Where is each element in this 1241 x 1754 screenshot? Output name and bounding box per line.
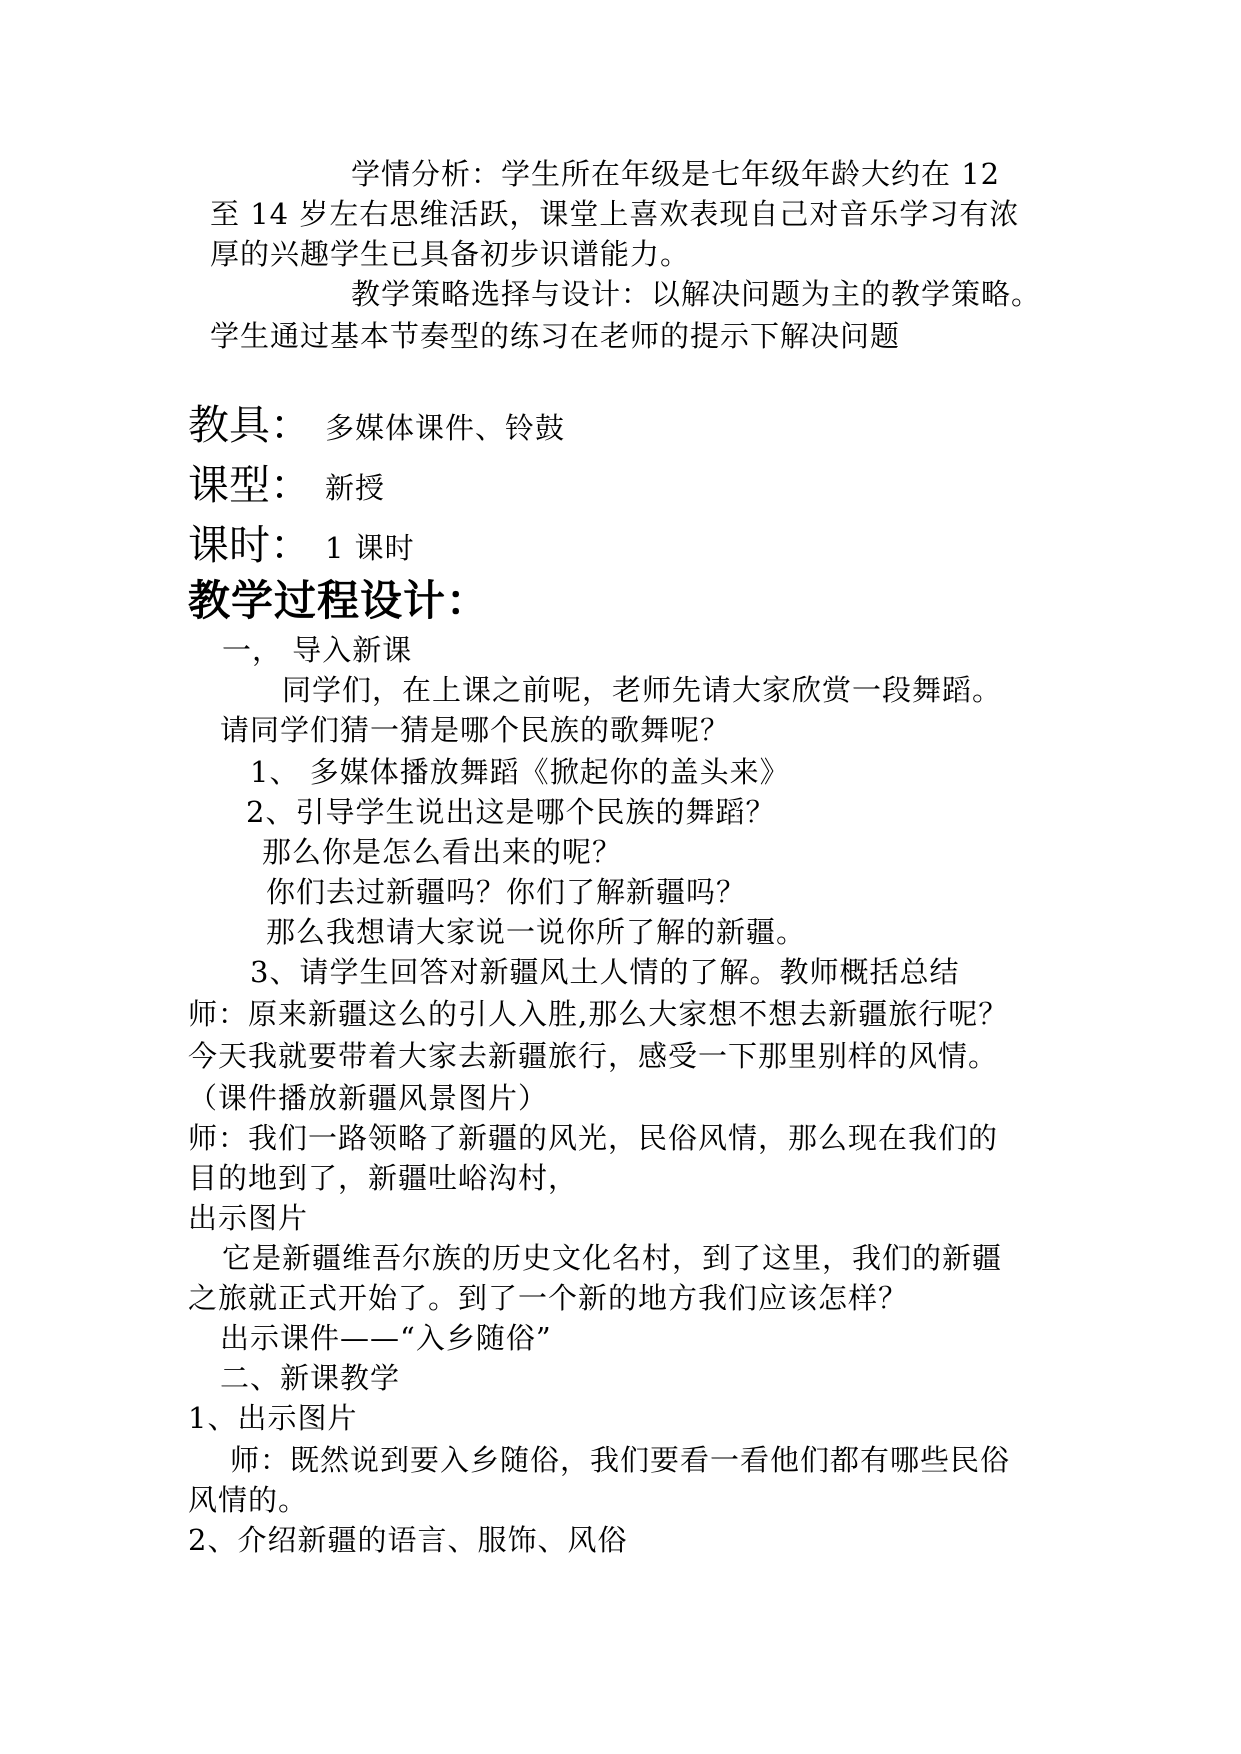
process-line: 今天我就要带着大家去新疆旅行，感受一下那里别样的风情。 <box>188 1039 999 1073</box>
strategy-line-1: 教学策略选择与设计：以解决问题为主的教学策略。 <box>351 277 1042 311</box>
process-line: 目的地到了，新疆吐峪沟村， <box>188 1161 579 1195</box>
process-line: 同学们，在上课之前呢，老师先请大家欣赏一段舞蹈。 <box>282 673 1003 707</box>
process-line: 那么我想请大家说一说你所了解的新疆。 <box>266 915 807 949</box>
lesson-hours-value: 1 课时 <box>325 531 415 565</box>
process-line: 请同学们猜一猜是哪个民族的歌舞呢？ <box>220 713 731 747</box>
student-analysis-line-1: 学情分析：学生所在年级是七年级年龄大约在 12 <box>351 157 1001 191</box>
process-line: 一， 导入新课 <box>222 633 413 667</box>
process-line: 师：我们一路领略了新疆的风光，民俗风情，那么现在我们的 <box>188 1121 999 1155</box>
student-analysis-line-2: 至 14 岁左右思维活跃，课堂上喜欢表现自己对音乐学习有浓 <box>210 197 1020 231</box>
process-line: （课件播放新疆风景图片） <box>188 1081 549 1115</box>
strategy-line-2: 学生通过基本节奏型的练习在老师的提示下解决问题 <box>210 319 901 353</box>
tools-value: 多媒体课件、铃鼓 <box>325 411 566 445</box>
process-line: 2、介绍新疆的语言、服饰、风俗 <box>188 1523 628 1557</box>
process-line: 出示课件——“入乡随俗” <box>220 1321 552 1355</box>
process-line: 你们去过新疆吗？你们了解新疆吗？ <box>266 875 747 909</box>
tools-label: 教具： <box>188 401 311 449</box>
process-line: 师：原来新疆这么的引人入胜,那么大家想不想去新疆旅行呢？ <box>188 997 1009 1031</box>
lesson-hours-label: 课时： <box>188 521 311 569</box>
process-line: 二、新课教学 <box>220 1361 401 1395</box>
lesson-type-label: 课型： <box>188 461 311 509</box>
process-line: 出示图片 <box>188 1201 309 1235</box>
process-line: 它是新疆维吾尔族的历史文化名村，到了这里，我们的新疆 <box>222 1241 1003 1275</box>
process-line: 之旅就正式开始了。到了一个新的地方我们应该怎样？ <box>188 1281 909 1315</box>
process-line: 1、 多媒体播放舞蹈《掀起你的盖头来》 <box>250 755 790 789</box>
process-line: 风情的。 <box>188 1483 309 1517</box>
process-line: 那么你是怎么看出来的呢？ <box>262 835 623 869</box>
process-line: 1、出示图片 <box>188 1401 358 1435</box>
lesson-type-value: 新授 <box>325 471 386 505</box>
process-line: 师：既然说到要入乡随俗，我们要看一看他们都有哪些民俗 <box>230 1443 1011 1477</box>
process-line: 3、请学生回答对新疆风土人情的了解。教师概括总结 <box>250 955 960 989</box>
process-heading: 教学过程设计： <box>188 576 490 625</box>
process-line: 2、引导学生说出这是哪个民族的舞蹈？ <box>246 795 776 829</box>
student-analysis-line-3: 厚的兴趣学生已具备初步识谱能力。 <box>210 237 691 271</box>
